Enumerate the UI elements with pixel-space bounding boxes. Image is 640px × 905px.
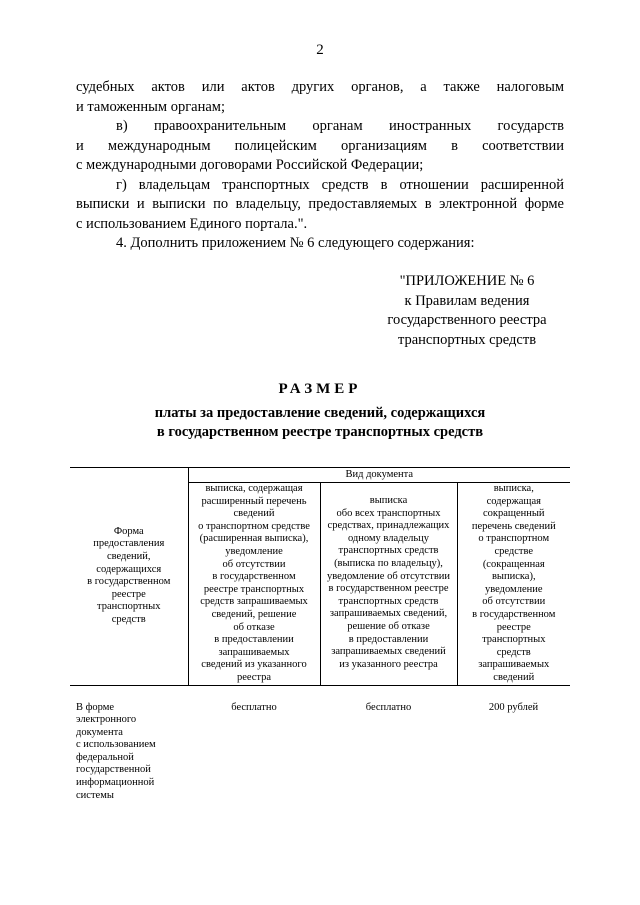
header-line: сведений из указанного xyxy=(201,659,307,671)
row-label-line: В форме xyxy=(76,701,115,713)
column-header-owner xyxy=(320,483,457,686)
subtitle-line: в государственном реестре транспортных средств xyxy=(156,424,484,440)
header-line: средств запрашиваемых xyxy=(200,596,308,608)
header-line: сведений, решение xyxy=(211,608,297,620)
appendix-line: государственного реестра xyxy=(387,312,547,328)
paragraph-2 xyxy=(76,117,564,137)
header-line: сокращенный xyxy=(482,508,545,520)
header-line: транспортных средств xyxy=(338,595,439,607)
text-line: и международным полицейским организациям в соответствии xyxy=(76,137,564,154)
appendix-line: к Правилам ведения xyxy=(404,292,530,309)
header-line: в государственном реестре xyxy=(328,583,449,595)
fees-table xyxy=(70,467,570,802)
header-line: в государственном xyxy=(472,608,556,620)
header-line: (расширенная выписка), xyxy=(199,533,309,545)
text-line: с международными договорами Российской Федерации; xyxy=(76,157,424,173)
header-line: об отказе xyxy=(233,621,275,633)
header-line: расширенный перечень xyxy=(201,495,307,507)
row-label-line: документа xyxy=(76,726,123,738)
paragraph-2-cont xyxy=(76,137,564,157)
header-line: содержащихся xyxy=(96,563,162,575)
header-line: решение об отказе xyxy=(347,620,430,632)
appendix-line: транспортных средств xyxy=(397,331,537,348)
header-line: транспортных xyxy=(482,634,546,646)
header-line: уведомление об отсутствии xyxy=(326,570,451,582)
paragraph-3 xyxy=(76,176,564,196)
header-line: в предоставлении xyxy=(214,634,294,646)
header-line: средстве xyxy=(494,545,534,557)
header-line: о транспортном xyxy=(478,533,550,545)
row-label-line: информационной xyxy=(76,777,155,789)
first-column-header xyxy=(70,468,188,686)
header-line: выписка, содержащая xyxy=(205,483,303,494)
fee-owner: бесплатно xyxy=(365,701,412,713)
header-line: реестре xyxy=(496,621,531,633)
document-subtitle xyxy=(0,404,640,442)
header-line: транспортных xyxy=(97,601,161,613)
appendix-line: "ПРИЛОЖЕНИЕ № 6 xyxy=(399,273,535,289)
header-line: средств xyxy=(111,614,146,626)
document-title: РАЗМЕР xyxy=(278,381,362,397)
header-line: (выписка по владельцу), xyxy=(334,557,443,569)
appendix-header xyxy=(372,272,562,350)
header-line: из указанного реестра xyxy=(339,658,438,670)
row-label xyxy=(70,685,188,802)
header-line: одному владельцу xyxy=(347,532,430,544)
header-line: средствах, принадлежащих xyxy=(327,520,450,532)
header-line: обо всех транспортных xyxy=(336,507,441,519)
header-line: об отсутствии xyxy=(482,596,546,608)
header-line: выписка, xyxy=(493,483,534,494)
paragraph-4 xyxy=(76,234,564,254)
row-label-line: электронного xyxy=(76,714,137,726)
header-line: о транспортном средстве xyxy=(198,520,310,532)
header-line: об отсутствии xyxy=(222,558,286,570)
column-header-short xyxy=(457,483,570,686)
text-line: судебных актов или актов других органов, а также налоговым xyxy=(76,79,564,95)
header-line: уведомление xyxy=(225,545,283,557)
paragraph-3-end xyxy=(76,215,564,235)
header-line: запрашиваемых xyxy=(478,659,550,671)
row-label-line: с использованием xyxy=(76,739,156,751)
header-line: средств xyxy=(496,646,531,658)
row-label-line: федеральной xyxy=(76,751,134,763)
header-line: перечень сведений xyxy=(471,520,556,532)
column-header-extended xyxy=(188,483,320,686)
paragraph-1-cont xyxy=(76,98,564,118)
header-line: реестре xyxy=(111,588,146,600)
header-line: реестре транспортных xyxy=(203,583,305,595)
paragraph-1 xyxy=(76,78,564,98)
header-line: запрашиваемых xyxy=(218,646,290,658)
table-header-row xyxy=(70,468,570,483)
header-line: сведений xyxy=(233,508,275,520)
header-line: уведомление xyxy=(485,583,543,595)
paragraph-2-end xyxy=(76,156,564,176)
row-label-line: государственной xyxy=(76,764,151,776)
header-line: реестра xyxy=(236,671,272,683)
header-line: выписка xyxy=(369,495,408,506)
fee-extended: бесплатно xyxy=(231,701,277,713)
paragraph-3-cont xyxy=(76,195,564,215)
body-text xyxy=(76,78,564,254)
table-row xyxy=(70,685,570,802)
text-line: 4. Дополнить приложением № 6 следующего содержания: xyxy=(116,235,475,251)
text-line: г) владельцам транспортных средств в отношении расширенной xyxy=(116,176,564,193)
header-line: в государственном xyxy=(87,576,171,588)
header-line: запрашиваемых сведений xyxy=(331,646,446,658)
text-line: в) правоохранительным органам иностранных государств xyxy=(116,118,564,134)
header-line: сведений xyxy=(493,671,535,683)
text-line: выписки и выписки по владельцу, предоставляемых в электронной форме xyxy=(76,196,564,212)
header-line: (сокращенная xyxy=(482,558,545,570)
subtitle-line: платы за предоставление сведений, содержащихся xyxy=(154,405,486,421)
header-line: запрашиваемых сведений, xyxy=(329,608,448,620)
page-number: 2 xyxy=(316,42,324,58)
header-line: в государственном xyxy=(212,571,296,583)
row-label-line: системы xyxy=(76,789,114,801)
header-line: сведений, xyxy=(106,551,151,563)
fee-short: 200 рублей xyxy=(488,701,539,713)
header-line: содержащая xyxy=(486,495,541,507)
header-line: предоставления xyxy=(93,538,165,550)
header-line: Форма xyxy=(113,525,144,537)
group-header: Вид документа xyxy=(188,468,570,483)
header-line: транспортных средств xyxy=(338,545,439,557)
text-line: с использованием Единого портала.". xyxy=(76,215,308,232)
header-line: в предоставлении xyxy=(348,633,429,645)
header-line: выписка), xyxy=(491,571,536,583)
text-line: и таможенным органам; xyxy=(76,98,226,115)
